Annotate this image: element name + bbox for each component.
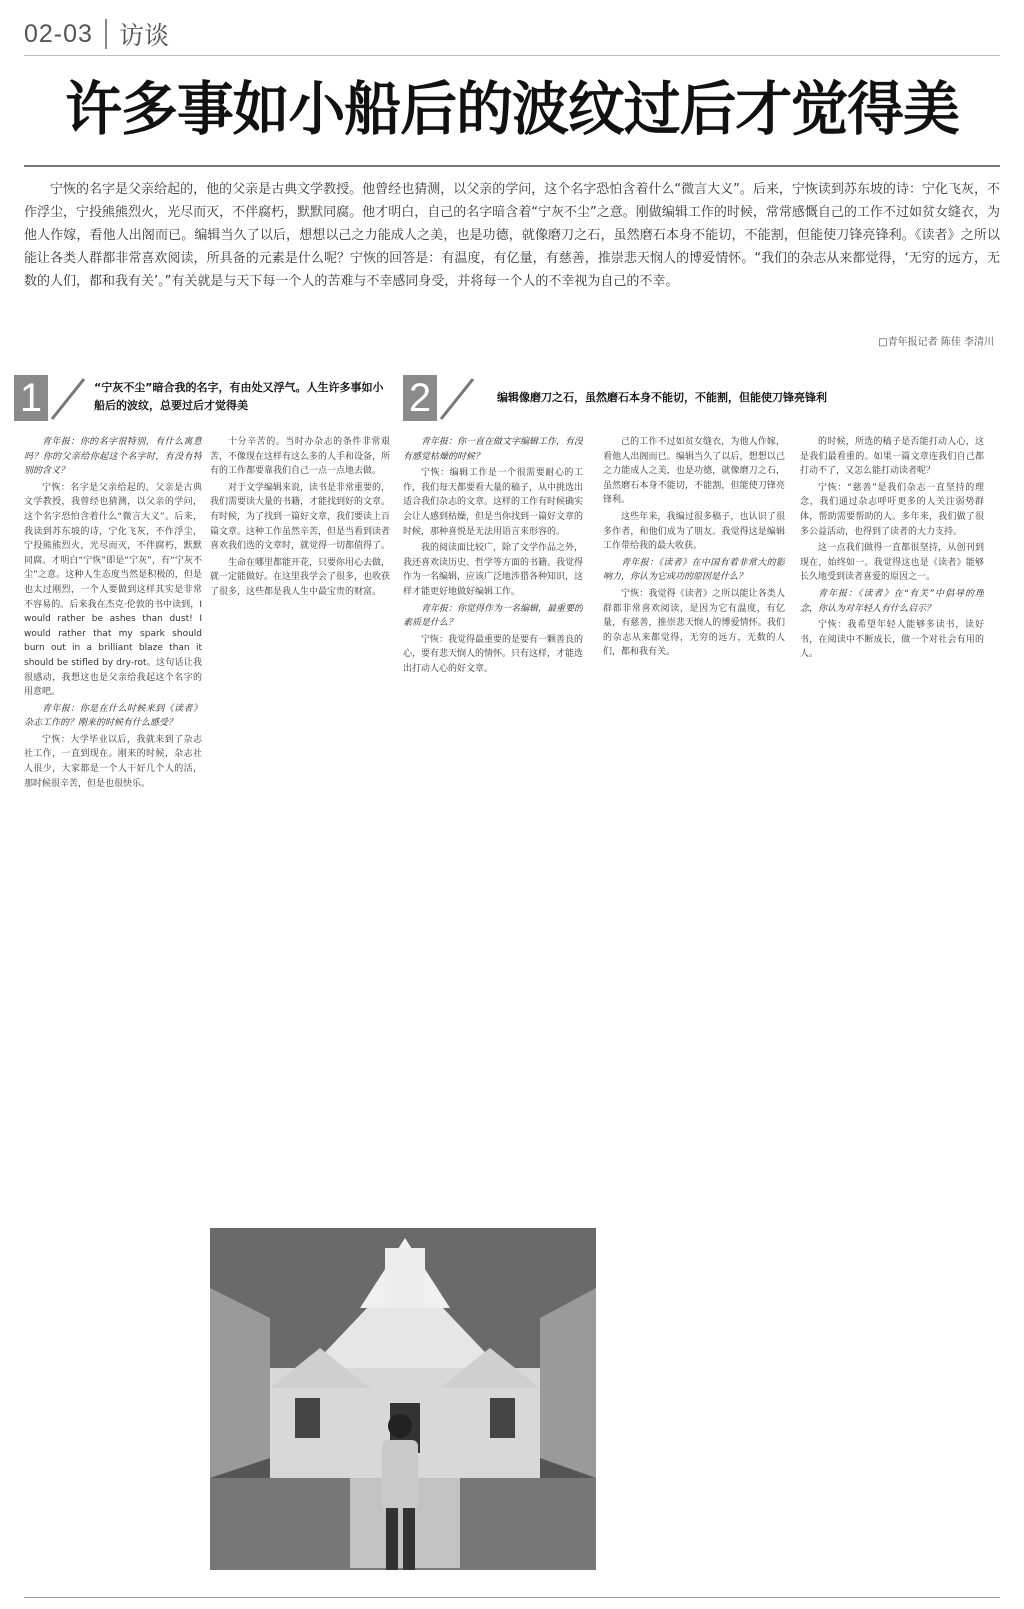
interview-answer: 的时候，所选的稿子是否能打动人心，这是我们最看重的。如果一篇文章连我们自己都打动不了，又怎么能打动读者呢？ [800,437,984,477]
interview-answer: 宁恢：编辑工作是一个很需要耐心的工作，我们每天都要看大量的稿子，从中挑选出适合我们杂志的文章。这样的工作有时候确实会让人感到枯燥，但是当你找到一篇好文章的时候，那种喜悦是无法用语言来形容的。 [403,468,583,537]
interview-answer: 宁恢：我觉得最重要的是要有一颗善良的心，要有悲天悯人的情怀。只有这样，才能选出打动人心的好文章。 [403,634,583,674]
interview-answer: 对于文学编辑来说，读书是非常重要的，我们需要读大量的书籍，才能找到好的文章。有时候，为了找到一篇好文章，我们要读上百篇文章。这种工作虽然辛苦，但是当看到读者喜欢我们选的文章时，就觉得一切都值得了。 [210,482,390,552]
interview-answer: 宁恢：名字是父亲给起的，父亲是古典文学教授，我曾经也猜测，以父亲的学问，这个名字恐怕含着什么“微言大义”。后来，我读到苏东坡的诗，宁化飞灰，不作浮尘，宁投熊熊烈火，光尽而灭，不伴腐朽，默默同腐。才明白“宁恢”即是“宁灰”，有“宁灰不尘”之意。这种人生态度当然是积极的，但是也太过刚烈，一个人要做到这样其实是非常不容易的。后来我在杰克·伦敦的书中读到，I would rather be ashes than dust! I would rather that my spark should burn out in a brilliant blaze than it should be stifled by dry-rot。这句话让我很感动，我想这也是父亲给我起这个名字的用意吧。 [24,482,202,698]
headline-rule [24,165,1000,167]
interview-answer: 十分辛苦的。当时办杂志的条件非常艰苦，不像现在这样有这么多的人手和设备，所有的工作都要靠我们自己一点一点地去做。 [210,437,390,477]
bottom-rule [24,1597,1000,1598]
section-number-2: 2 [403,375,437,421]
slash-icon [437,375,477,421]
article-column-1 [24,435,202,1563]
article-column-2 [210,435,390,1210]
interview-answer: 这一点我们做得一直都很坚持，从创刊到现在，始终如一。我觉得这也是《读者》能够长久地受到读者喜爱的原因之一。 [800,543,984,583]
interview-question: 青年报：你是在什么时候来到《读者》杂志工作的？刚来的时候有什么感受？ [24,703,202,729]
section-name: 访谈 [118,21,169,50]
byline: □青年报记者 陈佳 李清川 [878,337,994,348]
interview-question: 青年报：你一直在做文字编辑工作，有没有感觉枯燥的时候？ [403,437,583,462]
lede-paragraph: 宁恢的名字是父亲给起的，他的父亲是古典文学教授。他曾经也猜测，以父亲的学问，这个名字恐怕含着什么“微言大义”。后来，宁恢读到苏东坡的诗：宁化飞灰，不作浮尘，宁投熊熊烈火，光尽而灭，不伴腐朽，默默同腐。他才明白，自己的名字暗含着“宁灰不尘”之意。刚做编辑工作的时候，常常感慨自己的工作不过如贫女缝衣，为他人作嫁，看他人出阁而已。编辑当久了以后，想想以己之力能成人之美，也是功德，就像磨刀之石，虽然磨石本身不能切，不能割，但能使刀锋亮锋利。《读者》之所以能让各类人群都非常喜欢阅读，所具备的元素是什么呢？宁恢的回答是：有温度，有亿量，有慈善，推崇悲天悯人的博爱情怀。“我们的杂志从来都觉得，‘无穷的远方，无数的人们，都和我有关’。”有关就是与天下每一个人的苦难与不幸感同身受，并将每一个人的不幸视为自己的不幸。 [24,182,1000,289]
interview-answer: 宁恢：“慈善”是我们杂志一直坚持的理念，我们通过杂志呼吁更多的人关注弱势群体，帮助需要帮助的人。多年来，我们做了很多公益活动，也得到了读者的大力支持。 [800,482,984,537]
section-heading-2 [403,375,1003,421]
interview-answer: 生命在哪里都能开花，只要你用心去做，就一定能做好。在这里我学会了很多，也收获了很多，这些都是我人生中最宝贵的财富。 [210,557,390,597]
section-number-1: 1 [14,375,48,421]
headline: 许多事如小船后的波纹过后才觉得美 [65,75,959,143]
article-column-4 [603,435,785,1563]
section-heading-1 [14,375,394,421]
interview-answer: 宁恢：我觉得《读者》之所以能让各类人群都非常喜欢阅读，是因为它有温度，有亿量，有慈善，推崇悲天悯人的博爱情怀。我们的杂志从来都觉得，无穷的远方，无数的人们，都和我有关。 [603,588,785,658]
interview-question: 青年报：你觉得作为一名编辑，最重要的素质是什么？ [403,603,583,629]
section-subhead-1: “宁灰不尘”暗合我的名字，有由处又浮气。人生许多事如小船后的波纹，总要过后才觉得美 [94,381,384,412]
interview-answer: 这些年来，我编过很多稿子，也认识了很多作者，和他们成为了朋友。我觉得这是编辑工作带给我的最大收获。 [603,511,785,552]
section-subhead-2: 编辑像磨刀之石，虽然磨石本身不能切，不能割，但能使刀锋亮锋利 [497,391,827,404]
article-photo [210,1228,596,1570]
article-column-5 [800,435,984,1563]
interview-question: 青年报：《读者》在“有关”中倡导的理念，你认为对年轻人有什么启示？ [800,588,984,614]
slash-icon [48,375,88,421]
page-folio [24,14,169,54]
interview-answer: 宁恢：我希望年轻人能够多读书，读好书，在阅读中不断成长，做一个对社会有用的人。 [800,620,984,660]
top-rule [24,55,1000,56]
interview-answer: 宁恢：大学毕业以后，我就来到了杂志社工作，一直到现在。刚来的时候，杂志社人很少，大家都是一个人干好几个人的活，那时候很辛苦，但是也很快乐。 [24,734,202,789]
interview-answer: 己的工作不过如贫女缝衣，为他人作嫁，看他人出阁而已。编辑当久了以后，想想以己之力能成人之美，也是功德，就像磨刀之石，虽然磨石本身不能切，不能割，但能使刀锋亮锋利。 [603,437,785,506]
page-number: 02-03 [24,19,93,48]
article-column-3 [403,435,583,1210]
interview-question: 青年报：你的名字很特别，有什么寓意吗？你的父亲给你起这个名字时，有没有特别的含义？ [24,437,202,477]
interview-question: 青年报：《读者》在中国有着非常大的影响力，你认为它成功的原因是什么？ [603,557,785,583]
folio-divider [105,19,107,49]
interview-answer: 我的阅读面比较广，除了文学作品之外，我还喜欢读历史、哲学等方面的书籍。我觉得作为一名编辑，应该广泛地涉猎各种知识，这样才能更好地做好编辑工作。 [403,543,583,597]
